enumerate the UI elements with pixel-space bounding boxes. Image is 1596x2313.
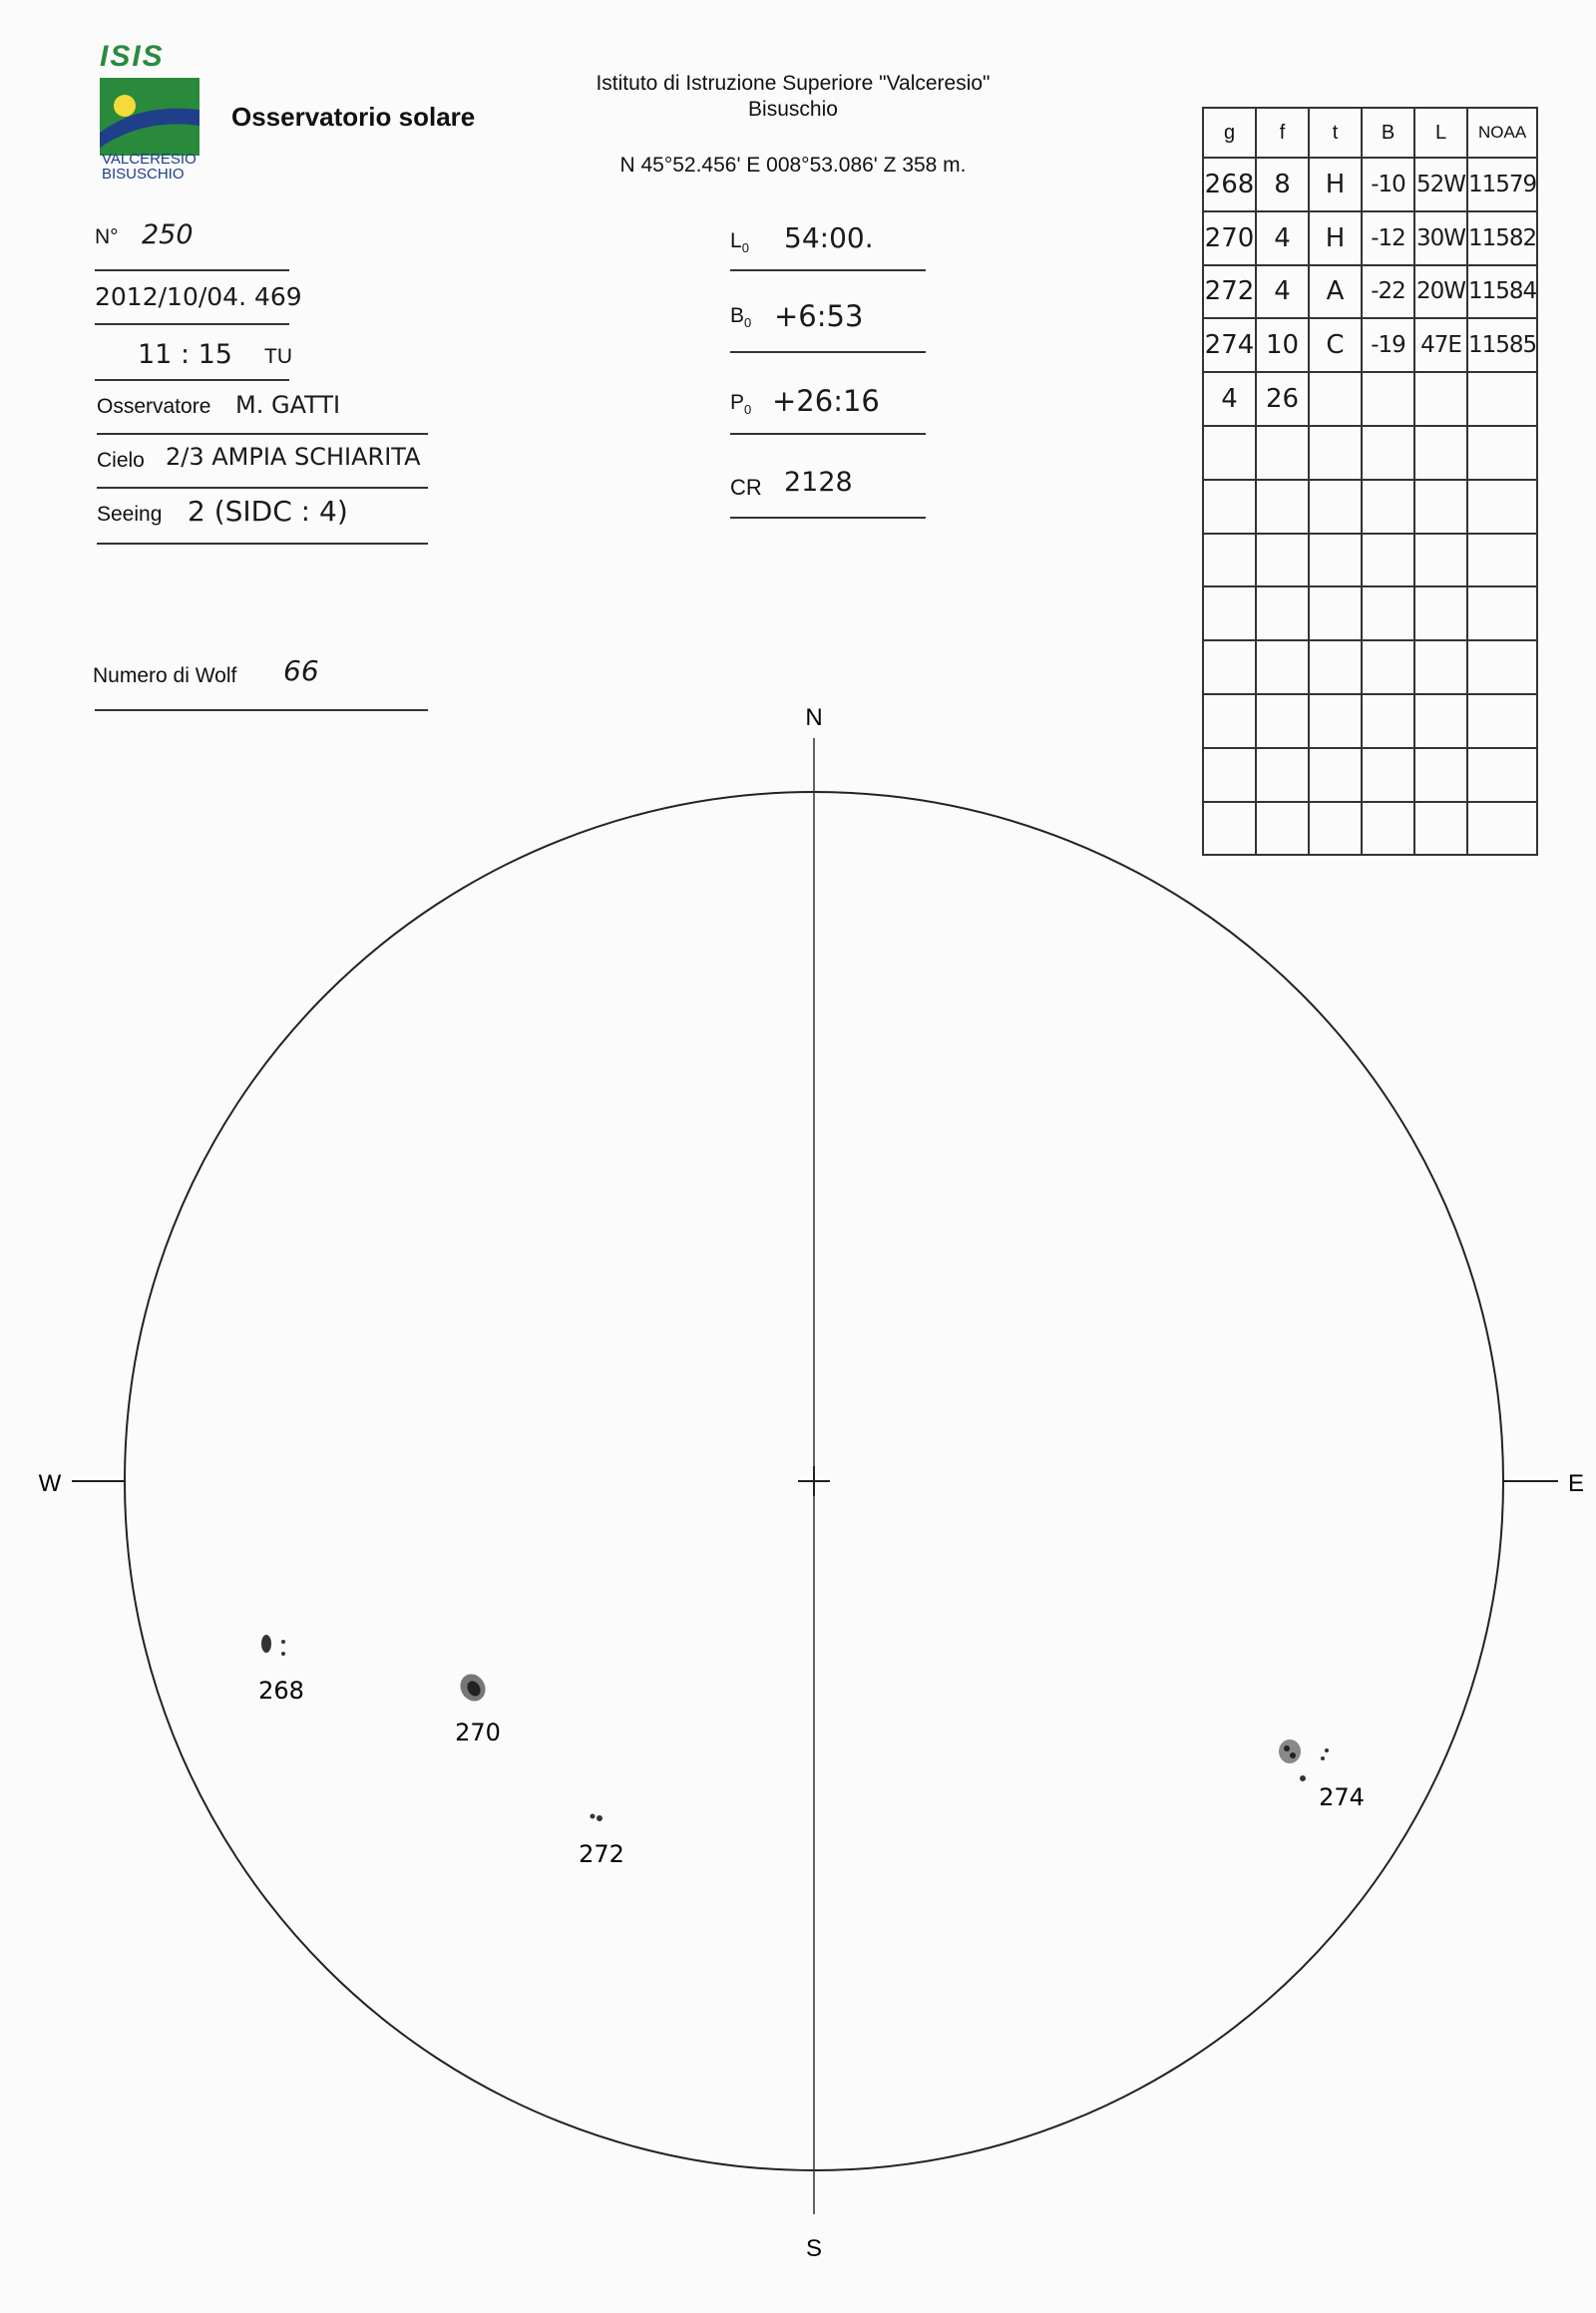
institute-name: Istituto di Istruzione Superiore "Valceresio" [596,72,991,95]
sunspot [1321,1756,1325,1760]
table-cell: 30W [1414,211,1467,265]
seeing-label: Seeing [97,503,163,526]
table-cell: H [1309,158,1362,211]
west-label: W [38,1470,62,1497]
table-cell: 52W [1414,158,1467,211]
date-value: 2012/10/04. 469 [95,282,302,311]
cr-label: CR [730,475,762,500]
sunspot [281,1652,285,1656]
column-header-t: t [1309,108,1362,158]
logo-subtitle-2: BISUSCHIO [102,166,185,183]
east-label: E [1567,1470,1585,1497]
south-label: S [805,2235,823,2262]
number-value: 250 [142,219,194,250]
column-header-f: f [1256,108,1309,158]
table-cell: 20W [1414,265,1467,319]
sky-label: Cielo [97,449,145,472]
sunspot-group-274 [1279,1739,1365,1811]
sunspot-group-268 [258,1635,304,1705]
b0-value: +6:53 [774,299,864,333]
sunspot [261,1635,271,1653]
sunspot [281,1640,285,1644]
column-header-l: L [1414,108,1467,158]
group-label: 272 [579,1840,624,1868]
b0-label: $B_0$ [730,304,752,331]
group-label: 270 [455,1719,501,1746]
column-header-b: B [1362,108,1414,158]
p0-label: $P_0$ [730,391,752,418]
table-cell: -22 [1362,265,1414,319]
north-label: N [805,704,823,731]
table-cell: 268 [1203,158,1256,211]
sunspot [1284,1745,1290,1751]
observatory-title: Osservatorio solare [231,102,476,132]
table-cell: 11582 [1467,211,1537,265]
table-cell: A [1309,265,1362,319]
sky-value: 2/3 AMPIA SCHIARITA [166,443,421,471]
wolf-number-label: Numero di Wolf [93,664,237,687]
table-cell: 11579 [1467,158,1537,211]
table-cell: -19 [1362,318,1414,372]
l0-value: 54:00. [784,221,874,254]
cr-value: 2128 [784,467,853,498]
logo-title: ISIS [100,40,165,73]
sunspot [591,1814,596,1819]
table-cell: -12 [1362,211,1414,265]
sunspot-group-272 [579,1814,624,1869]
group-label: 274 [1319,1783,1365,1811]
table-cell: 4 [1203,372,1256,426]
table-cell: 4 [1256,265,1309,319]
table-cell: 270 [1203,211,1256,265]
time-unit: TU [264,345,292,368]
sunspot-group-270 [455,1670,501,1746]
sunspot-penumbra [1279,1739,1301,1763]
seeing-value: 2 (SIDC : 4) [188,495,348,528]
column-header-g: g [1203,108,1256,158]
p0-value: +26:16 [772,384,880,418]
table-cell: 26 [1256,372,1309,426]
table-cell: 10 [1256,318,1309,372]
sunspot [597,1815,602,1821]
table-cell: H [1309,211,1362,265]
table-cell: 4 [1256,211,1309,265]
l0-label: $L_0$ [730,229,749,256]
table-cell: 272 [1203,265,1256,319]
group-label: 268 [258,1677,304,1705]
sunspot [1290,1752,1296,1758]
sunspot [1325,1748,1329,1752]
column-header-noaa: NOAA [1467,108,1537,158]
observer-label: Osservatore [97,395,211,418]
wolf-number-value: 66 [283,654,319,687]
table-cell: 47E [1414,318,1467,372]
table-cell: 11585 [1467,318,1537,372]
logo-subtitle-1: VALCERESIO [102,151,197,168]
number-label: N° [95,225,119,248]
institute-city: Bisuschio [748,98,838,121]
time-value: 11 : 15 [138,339,232,370]
site-coordinates: N 45°52.456' E 008°53.086' Z 358 m. [619,154,967,177]
table-cell: C [1309,318,1362,372]
table-cell: -10 [1362,158,1414,211]
table-cell: 8 [1256,158,1309,211]
table-cell: 274 [1203,318,1256,372]
observer-value: M. GATTI [235,391,341,419]
sunspot [1300,1775,1306,1781]
table-cell: 11584 [1467,265,1537,319]
